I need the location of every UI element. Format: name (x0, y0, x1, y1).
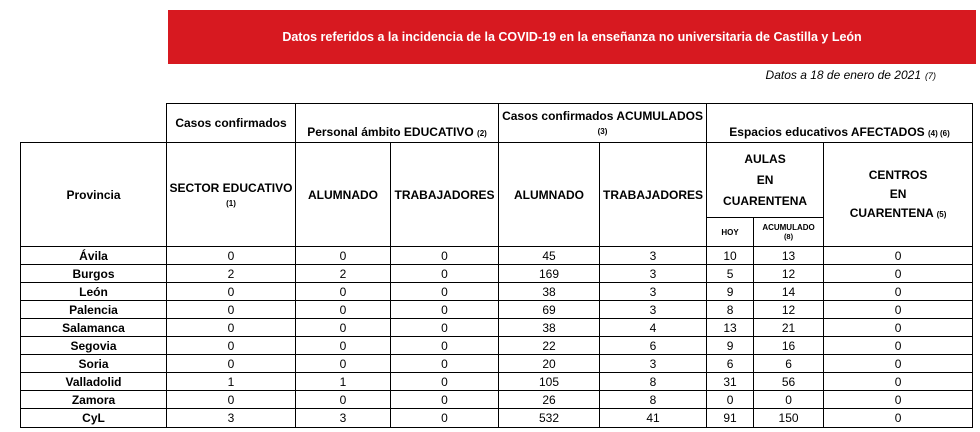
cell-acumulado: 14 (754, 283, 824, 301)
cell-acumulado: 12 (754, 301, 824, 319)
cell-sector: 3 (167, 409, 296, 428)
cell-sector: 0 (167, 247, 296, 265)
cell-sector: 0 (167, 301, 296, 319)
cell-alumnado-acum: 38 (499, 283, 600, 301)
cell-sector: 0 (167, 337, 296, 355)
corner-blank (21, 104, 167, 143)
cell-provincia: Ávila (21, 247, 167, 265)
cell-alumnado: 0 (296, 319, 391, 337)
table-row (21, 355, 973, 373)
cell-hoy: 9 (707, 337, 754, 355)
cell-trabajadores: 0 (391, 337, 499, 355)
date-line (766, 68, 936, 82)
cell-centros: 0 (824, 301, 973, 319)
cell-alumnado: 0 (296, 355, 391, 373)
table-row (21, 337, 973, 355)
cell-hoy: 5 (707, 265, 754, 283)
group-casos-confirmados: Casos confirmados (167, 104, 296, 143)
cell-alumnado: 0 (296, 247, 391, 265)
cell-trabajadores: 0 (391, 319, 499, 337)
cell-trabajadores: 0 (391, 247, 499, 265)
cell-centros: 0 (824, 373, 973, 391)
col-alumnado: ALUMNADO (296, 143, 391, 247)
cell-hoy: 31 (707, 373, 754, 391)
cell-acumulado: 56 (754, 373, 824, 391)
col-sector: SECTOR EDUCATIVO (1) (167, 143, 296, 247)
table-row (21, 409, 973, 428)
cell-trabajadores-acum: 3 (600, 265, 707, 283)
cell-trabajadores: 0 (391, 283, 499, 301)
cell-provincia: Salamanca (21, 319, 167, 337)
cell-acumulado: 6 (754, 355, 824, 373)
cell-acumulado: 150 (754, 409, 824, 428)
cell-alumnado-acum: 20 (499, 355, 600, 373)
cell-hoy: 91 (707, 409, 754, 428)
cell-trabajadores-acum: 41 (600, 409, 707, 428)
cell-centros: 0 (824, 355, 973, 373)
table-row (21, 391, 973, 409)
cell-alumnado-acum: 38 (499, 319, 600, 337)
cell-hoy: 10 (707, 247, 754, 265)
cell-trabajadores-acum: 8 (600, 373, 707, 391)
cell-provincia: León (21, 283, 167, 301)
cell-centros: 0 (824, 409, 973, 428)
table-row (21, 319, 973, 337)
table-row (21, 265, 973, 283)
cell-acumulado: 0 (754, 391, 824, 409)
covid-education-table (20, 103, 973, 428)
cell-alumnado: 0 (296, 337, 391, 355)
cell-alumnado: 3 (296, 409, 391, 428)
col-aulas-cuarentena: AULAS EN CUARENTENA (707, 143, 824, 218)
date-text: Datos a 18 de enero de 2021 (765, 68, 921, 82)
cell-trabajadores: 0 (391, 409, 499, 428)
cell-alumnado: 0 (296, 283, 391, 301)
cell-centros: 0 (824, 265, 973, 283)
cell-centros: 0 (824, 337, 973, 355)
table-row (21, 373, 973, 391)
cell-trabajadores: 0 (391, 355, 499, 373)
cell-trabajadores-acum: 3 (600, 247, 707, 265)
cell-alumnado-acum: 105 (499, 373, 600, 391)
cell-alumnado-acum: 169 (499, 265, 600, 283)
cell-acumulado: 16 (754, 337, 824, 355)
cell-provincia: Zamora (21, 391, 167, 409)
table-row (21, 301, 973, 319)
cell-alumnado-acum: 22 (499, 337, 600, 355)
col-trabajadores-acum: TRABAJADORES (600, 143, 707, 247)
cell-provincia: Soria (21, 355, 167, 373)
group-personal: Personal ámbito EDUCATIVO (2) (296, 104, 499, 143)
col-acumulado: ACUMULADO (8) (754, 218, 824, 247)
cell-hoy: 6 (707, 355, 754, 373)
cell-provincia: Segovia (21, 337, 167, 355)
cell-trabajadores: 0 (391, 265, 499, 283)
table-body (21, 247, 973, 428)
cell-alumnado: 0 (296, 391, 391, 409)
cell-provincia: CyL (21, 409, 167, 428)
cell-alumnado-acum: 45 (499, 247, 600, 265)
cell-provincia: Valladolid (21, 373, 167, 391)
cell-trabajadores-acum: 3 (600, 355, 707, 373)
cell-acumulado: 21 (754, 319, 824, 337)
cell-alumnado-acum: 69 (499, 301, 600, 319)
col-trabajadores: TRABAJADORES (391, 143, 499, 247)
cell-sector: 0 (167, 319, 296, 337)
cell-sector: 1 (167, 373, 296, 391)
cell-centros: 0 (824, 283, 973, 301)
col-alumnado-acum: ALUMNADO (499, 143, 600, 247)
cell-alumnado: 0 (296, 301, 391, 319)
col-centros-cuarentena: CENTROS EN CUARENTENA (5) (824, 143, 973, 247)
group-espacios: Espacios educativos AFECTADOS (4) (6) (707, 104, 973, 143)
cell-sector: 0 (167, 355, 296, 373)
cell-hoy: 9 (707, 283, 754, 301)
cell-alumnado-acum: 532 (499, 409, 600, 428)
date-note: (7) (925, 71, 936, 81)
cell-provincia: Burgos (21, 265, 167, 283)
cell-trabajadores: 0 (391, 301, 499, 319)
cell-hoy: 13 (707, 319, 754, 337)
group-acumulados: Casos confirmados ACUMULADOS (3) (499, 104, 707, 143)
cell-sector: 2 (167, 265, 296, 283)
cell-provincia: Palencia (21, 301, 167, 319)
cell-trabajadores-acum: 3 (600, 283, 707, 301)
table-row (21, 283, 973, 301)
col-provincia: Provincia (21, 143, 167, 247)
cell-sector: 0 (167, 391, 296, 409)
cell-centros: 0 (824, 247, 973, 265)
cell-trabajadores: 0 (391, 391, 499, 409)
cell-centros: 0 (824, 391, 973, 409)
cell-alumnado: 1 (296, 373, 391, 391)
cell-acumulado: 13 (754, 247, 824, 265)
cell-hoy: 0 (707, 391, 754, 409)
cell-alumnado: 2 (296, 265, 391, 283)
col-hoy: HOY (707, 218, 754, 247)
cell-alumnado-acum: 26 (499, 391, 600, 409)
title-banner (168, 10, 976, 64)
cell-trabajadores: 0 (391, 373, 499, 391)
table-row (21, 247, 973, 265)
cell-acumulado: 12 (754, 265, 824, 283)
cell-sector: 0 (167, 283, 296, 301)
cell-trabajadores-acum: 4 (600, 319, 707, 337)
cell-hoy: 8 (707, 301, 754, 319)
cell-trabajadores-acum: 8 (600, 391, 707, 409)
cell-centros: 0 (824, 319, 973, 337)
cell-trabajadores-acum: 3 (600, 301, 707, 319)
cell-trabajadores-acum: 6 (600, 337, 707, 355)
banner-title: Datos referidos a la incidencia de la COVID-19 en la enseñanza no universitaria de Castilla y León (282, 30, 862, 44)
